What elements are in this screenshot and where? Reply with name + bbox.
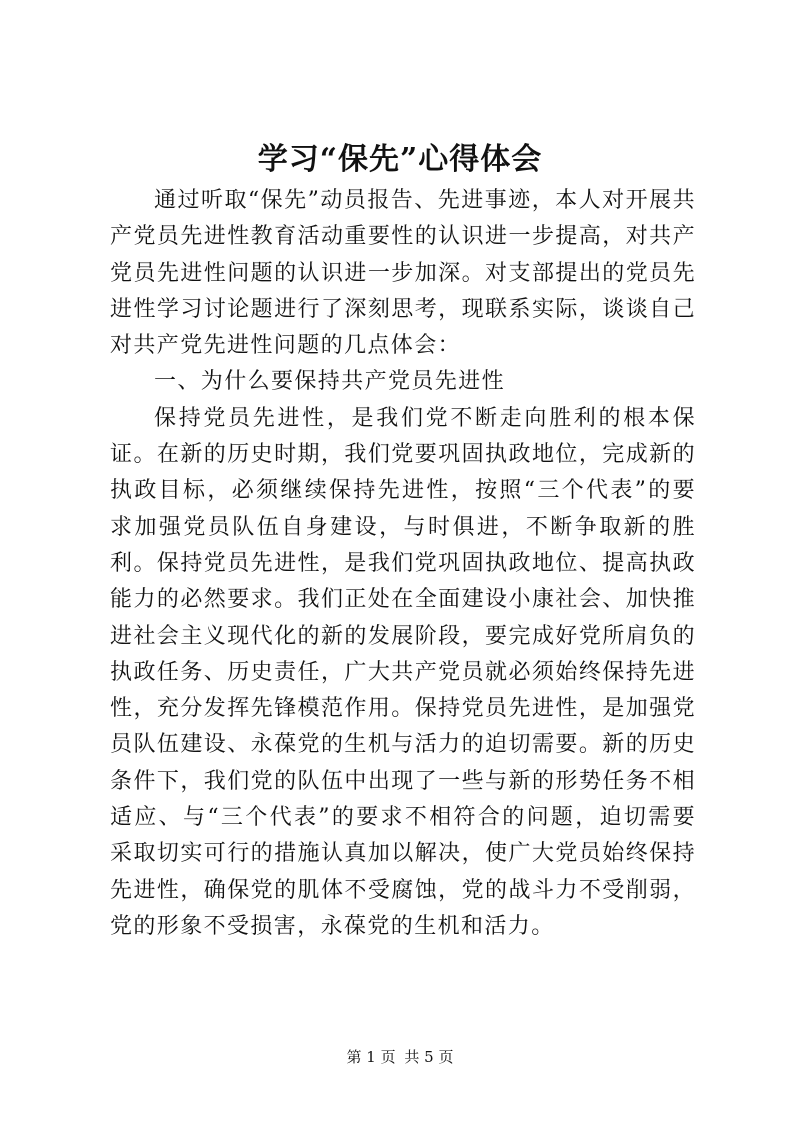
document-title: 学习“保先”心得体会: [257, 142, 543, 177]
intro-paragraph: 通过听取“保先”动员报告、先进事迹，本人对开展共产党员先进性教育活动重要性的认识进一步提高，对共产党员先进性问题的认识进一步加深。对支部提出的党员先进性学习讨论题进行了深刻思考，现联系实际，谈谈自己对共产党先进性问题的几点体会：: [110, 188, 696, 359]
page-footer: [0, 1047, 800, 1067]
page-number: 第 1 页: [346, 1048, 396, 1066]
body-paragraph: 保持党员先进性，是我们党不断走向胜利的根本保证。在新的历史时期，我们党要巩固执政地位，完成新的执政目标，必须继续保持先进性，按照“三个代表”的要求加强党员队伍自身建设，与时俱进，不断争取新的胜利。保持党员先进性，是我们党巩固执政地位、提高执政能力的必然要求。我们正处在全面建设小康社会、加快推进社会主义现代化的新的发展阶段，要完成好党所肩负的执政任务、历史责任，广大共产党员就必须始终保持先进性，充分发挥先锋模范作用。保持党员先进性，是加强党员队伍建设、永葆党的生机与活力的迫切需要。新的历史条件下，我们党的队伍中出现了一些与新的形势任务不相适应、与“三个代表”的要求不相符合的问题，迫切需要采取切实可行的措施认真加以解决，使广大党员始终保持先进性，确保党的肌体不受腐蚀，党的战斗力不受削弱，党的形象不受损害，永葆党的生机和活力。: [110, 405, 696, 939]
page-total: 共 5 页: [404, 1048, 454, 1066]
document-body: [110, 183, 696, 945]
section-heading: 一、为什么要保持共产党员先进性: [154, 369, 506, 395]
